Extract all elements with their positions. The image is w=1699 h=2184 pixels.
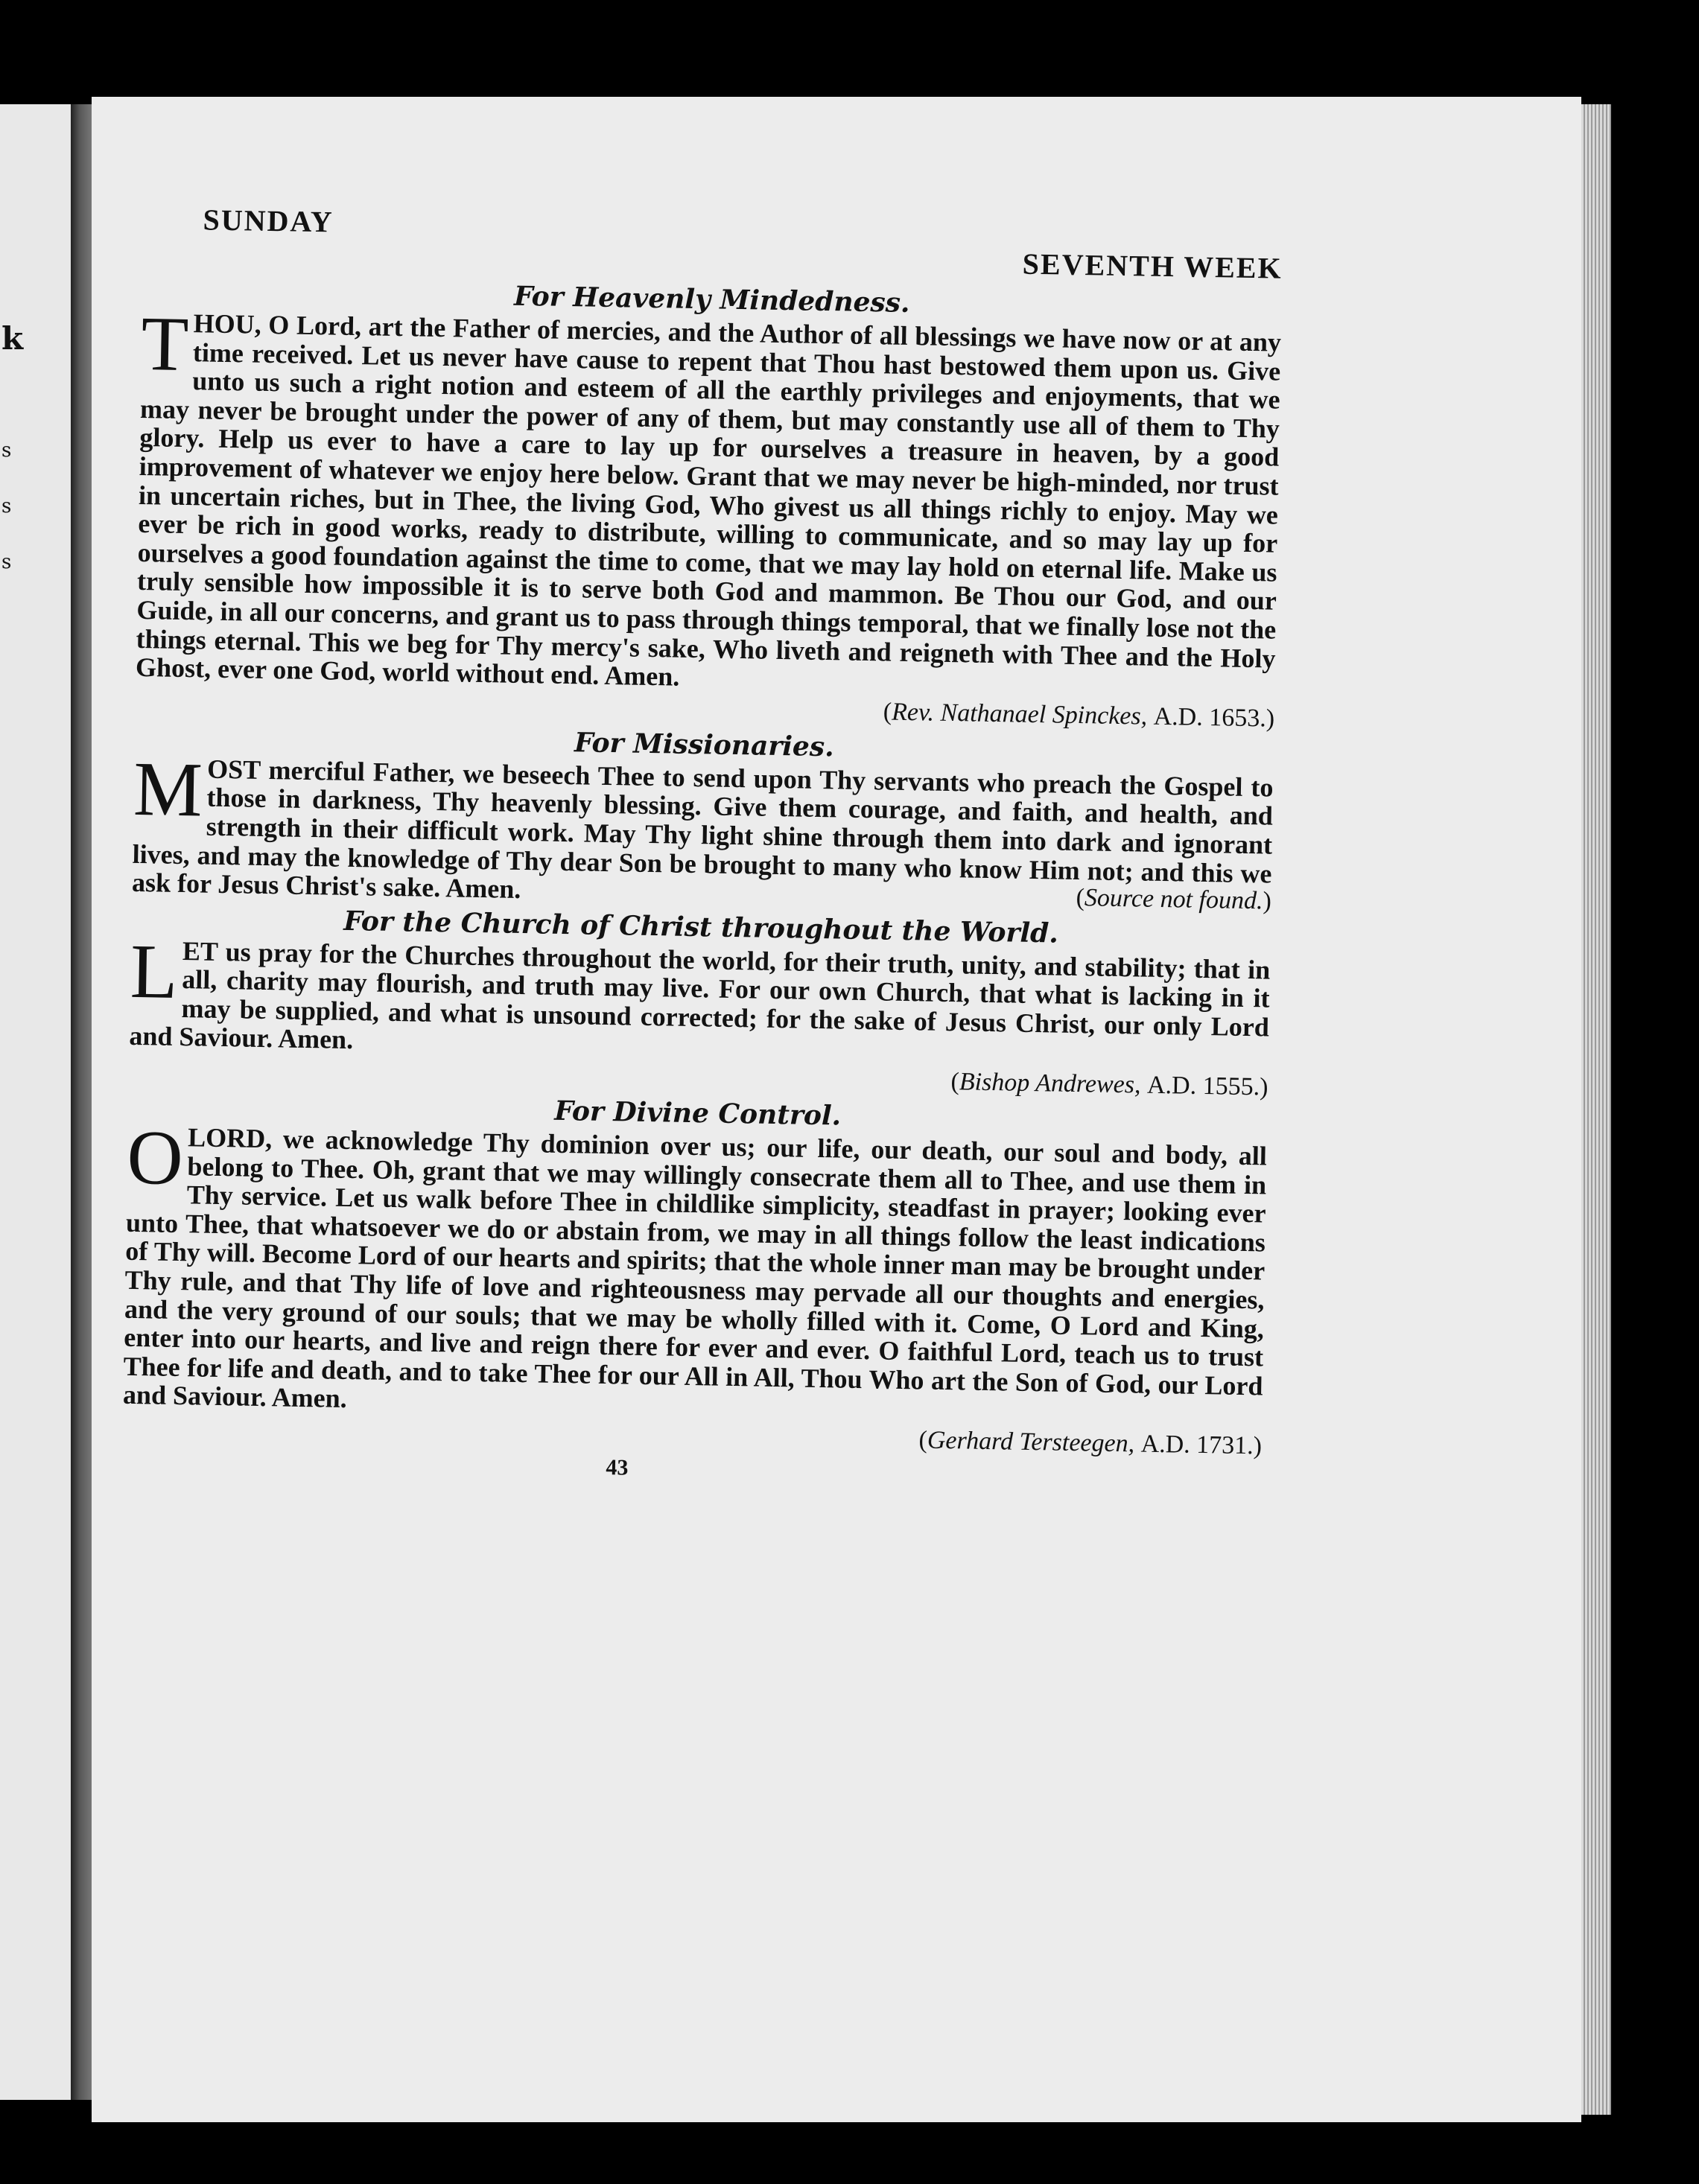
drop-cap: T bbox=[140, 300, 190, 388]
facing-page-letter: k bbox=[1, 320, 24, 357]
drop-cap: L bbox=[129, 928, 179, 1015]
attribution-name: Rev. Nathanael Spinckes, bbox=[891, 698, 1148, 730]
facing-page-letter: s bbox=[1, 551, 12, 573]
running-head bbox=[142, 201, 1283, 288]
attribution-paren: ( bbox=[918, 1426, 928, 1454]
prayer-text bbox=[122, 1114, 1268, 1430]
week-heading: SEVENTH WEEK bbox=[1022, 246, 1283, 285]
attribution-paren: ( bbox=[883, 698, 892, 726]
prayer-heading: For the Church of Christ throughout the World. bbox=[343, 905, 1059, 949]
attribution-date: A.D. 1555. bbox=[1146, 1071, 1260, 1101]
attribution-name: Source not found. bbox=[1084, 883, 1263, 915]
prayer-body: LORD, we acknowledge Thy dominion over us; our life, our death, our soul and body, all belong to Thee. Oh, grant that we may willingly consecrate them all to Thee, and use them in Thy service. Let us walk before Thee in childlike simplicity, steadfast in prayer; looking ever unto Thee, that whatsoever we do or abstain from, we may in all things follow the least indications of Thy will. Become Lord of our hearts and spirits; that the whole inner man may be brought under Thy rule, and that Thy life of love and righteousness may pervade all our thoughts and energies, and the very ground of our souls; that we may be wholly filled with it. Come, O Lord and King, enter into our hearts, and live and reign there for ever and ever. O faithful Lord, teach us to trust Thee for life and death, and to take Thee for our All in All, Thou Who art the Son of God, our Lord and Saviour. Amen. bbox=[122, 1122, 1268, 1414]
facing-page-letter: s bbox=[1, 495, 12, 518]
facing-page-letter: s bbox=[1, 439, 12, 462]
drop-cap: O bbox=[126, 1114, 184, 1202]
attribution-paren: ) bbox=[1253, 1432, 1263, 1460]
attribution-date: A.D. 1731. bbox=[1140, 1430, 1254, 1460]
attribution-paren: ) bbox=[1259, 1073, 1268, 1101]
prayer-text bbox=[129, 928, 1271, 1071]
prayer-section bbox=[122, 1088, 1268, 1461]
book-gutter bbox=[71, 104, 92, 2100]
prayer-heading: For Heavenly Mindedness. bbox=[513, 280, 910, 319]
prayer-body: ET us pray for the Churches throughout the world, for their truth, unity, and stability; that in all, charity may flourish, and truth may live. For our own Church, that what is lacking in it may be supplied, and what is unsound corrected; for the sake of Jesus Christ, our only Lord and Saviour. Amen. bbox=[129, 935, 1271, 1055]
page-edges bbox=[1581, 104, 1611, 2115]
attribution-paren: ( bbox=[950, 1068, 960, 1096]
prayer-heading: For Missionaries. bbox=[574, 726, 835, 763]
prayer-section bbox=[132, 719, 1274, 916]
facing-page bbox=[0, 104, 71, 2100]
attribution-name: Gerhard Tersteegen, bbox=[927, 1426, 1135, 1458]
attribution-name: Bishop Andrewes, bbox=[959, 1068, 1141, 1099]
page-content bbox=[121, 201, 1283, 1491]
prayer-body: HOU, O Lord, art the Father of mercies, and the Author of all blessings we have now or at any time received. Let us never have cause to repent that Thou hast bestowed them upon us. Give unto us such a right notion and esteem of all the earthly privileges and enjoyments, that we may never be brought under the power of any of them, but may constantly use all of them to Thy glory. Help us ever to have a care to lay up for ourselves a treasure in heaven, by a good improvement of whatever we enjoy here below. Grant that we may never be high-minded, nor trust in uncertain riches, but in Thee, the living God, Who givest us all things richly to enjoy. May we ever be rich in good works, ready to distribute, willing to communicate, and so may lay up for ourselves a good foundation against the time to come, that we may lay hold on eternal life. Make us truly sensible how impossible it is to serve both God and mammon. Be Thou our God, and our Guide, in all our concerns, and grant us to pass through things temporal, that we finally lose not the things eternal. This we beg for Thy mercy's sake, Who liveth and reigneth with Thee and the Holy Ghost, ever one God, world without end. Amen. bbox=[135, 308, 1282, 692]
prayer-section bbox=[128, 902, 1271, 1102]
attribution-date: A.D. 1653. bbox=[1153, 702, 1267, 733]
attribution-paren: ) bbox=[1263, 887, 1272, 915]
prayer-section bbox=[135, 274, 1282, 733]
attribution-paren: ) bbox=[1265, 704, 1275, 733]
prayer-heading: For Divine Control. bbox=[553, 1095, 842, 1132]
prayer-body: OST merciful Father, we beseech Thee to send upon Thy servants who preach the Gospel to those in darkness, Thy heavenly blessing. Give them courage, and faith, and health, and strength in their difficult work. May Thy light shine through them into dark and ignorant lives, and may the knowledge of Thy dear Son be brought to many who know Him not; and this we ask for Jesus Christ's sake. Amen. bbox=[131, 754, 1274, 905]
book-page bbox=[92, 97, 1581, 2122]
prayer-text bbox=[135, 300, 1282, 701]
day-heading: SUNDAY bbox=[203, 203, 334, 239]
drop-cap: M bbox=[133, 745, 203, 833]
attribution-paren: ( bbox=[1076, 883, 1085, 911]
page-number: 43 bbox=[606, 1455, 629, 1480]
